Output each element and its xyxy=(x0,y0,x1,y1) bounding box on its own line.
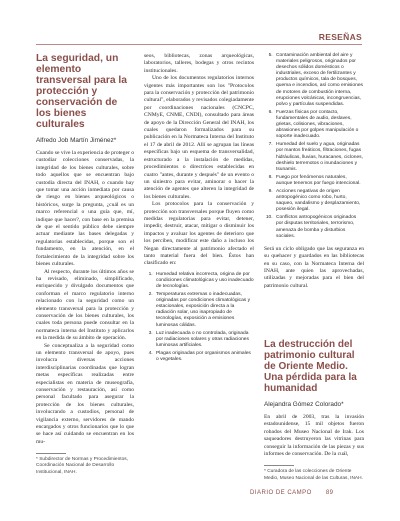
page-number: 89 xyxy=(325,490,334,496)
list-item: 10. Conflictos antropogénicos originados por disputas territoriales, terrorismo, amenaza de bomba y disturbios sociales. xyxy=(274,215,364,239)
column-3 xyxy=(264,53,364,290)
second-article xyxy=(264,339,364,482)
body-paragraph: Cuando se vive la experiencia de proteger o custodiar colecciones conservadas, la integridad de los bienes culturales, sobre todo aquellos que se encuentran bajo custodia directa del INAH, o cuando hay que tomar una acción inmediata por causa de riesgo en bienes arqueológicos o históricos, surge la pregunta, ¿cuál es un marco referencial o una guía que, mí, indique que hacer?, con base en la premisa de que el sentido público debe siempre actuar mediante las bases delegadas y regulatorias establecidas, porque son el fundamento, en la atención, en el fortalecimiento de la integridad sobre los bienes culturales. xyxy=(36,150,135,268)
body-paragraph: Uno de los documentos regulatorios internos vigentes más importantes son los "Protocolos para la conservación y protección del patrimonio cultural", elaborados y revisados colegiadamente por coordinaciones nacionales (CNCPC, CNMyE, CNME, CNDI), consultado para áreas de apoyo de la Dirección General del INAH, los cuales quedaron formalizados para su publicación en la Normateca Interna del Instituto el 17 de abril de 2012. Allí se agrupan las líneas específicas bajo un esquema de transversalidad, estructurado a la instalación de medidas, procedimientos o directrices establecidas en cuatro "antes, durante y después" de un evento o un siniestro para evitar, aminorar o hacer la atención de agentes que alteren la integridad de los bienes culturales. xyxy=(144,75,254,200)
body-paragraph: Se conceptualiza a la seguridad como un elemento transversal de apoyo, pues involucra diversas acciones interdisciplinarias coordinadas que logran metas específicas realizadas entre especialistas en materia de museografía, conservación y restauración, así como personal facultado para asegurar la protección de los bienes culturales, involucrando a custodios, personal de vigilancia externo, servidores de mando encargados y otros funcionarios que lo que se hace así cuidando se encuentran en los mu- xyxy=(36,342,134,445)
list-item: 6. Fuerzas físicas por contacto, fundamentales de audio, deslaves, grietas, colisiones, vibraciones, abrasiones por golpes manipulación o soporte inadecuado. xyxy=(274,110,364,140)
page-footer xyxy=(250,490,334,496)
magazine-name: DIARIO DE CAMPO xyxy=(250,490,312,496)
article-author: Alfredo Job Martín Jiménez* xyxy=(36,137,117,144)
body-paragraph: Al respecto, durante los últimos años se ha revisado, eliminado, simplificado, enriquecido y divulgado documentos que conforman el marco regulatorio interno relacionado con la seguridad como un elemento transversal para la protección y conservación de los bienes culturales, los cuales toda persona puede consultar en la normateca interna del Instituto y aplicarlos en la medida de su ámbito de operación. xyxy=(36,268,134,342)
list-item: 4. Plagas originadas por organismos animales o vegetales. xyxy=(154,351,254,363)
column-2 xyxy=(144,53,254,365)
body-paragraph: seos, bibliotecas, zonas arqueológicas, laboratorios, talleres, bodegas y otros recintos institucionales. xyxy=(144,53,254,74)
closing-paragraph: Será un ciclo obligado que las seguranza en su quehacer y guardados en las bibliotecas en su caso, con la Normateca Interna del INAH, ante quien las aprovechadas, utilizadas y mejoradas para el bien del patrimonio cultural. xyxy=(264,245,364,289)
footnote-divider xyxy=(264,465,294,466)
list-item: 1. Humedad relativa incorrecta, origina de por condiciones climatológicas y uso inadecuado de tecnologías. xyxy=(154,272,254,290)
list-item: 5. Contaminación ambiental del aire y materiales peligrosos, originados por desechos sólidos domésticos o industriales, exceso de fertilizantes y productos químicos, tala de bosques, quema e incendios, así como emisiones de motores de combustión interna, erupciones volcánicas, incongruencias, polvo y partículas suspendidas. xyxy=(274,53,364,108)
list-item: 2. Temperaturas extremas o inadecuadas, originadas por condiciones climatológicas y estacionales, exposición directa a la radiación solar, uso inapropiado de tecnologías, exposición a emisiones luminosas cálidas. xyxy=(154,292,254,329)
list-item: 3. Luz inadecuada o no controlada, originada por radiaciones solares y otras radiaciones luminosas artificiales. xyxy=(154,331,254,349)
article-title: La destrucción del patrimonio cultural de Oriente Medio. Una pérdida para la humanidad xyxy=(264,339,357,394)
article-author: Alejandra Gómez Colorado* xyxy=(264,401,344,408)
list-item: 8. Fuego por fenómenos naturales, aunque tenemos por fuego intencional. xyxy=(274,175,364,187)
article-title: La seguridad, un elemento transversal para la protección y conservación de los bienes culturales xyxy=(36,53,128,130)
column-1 xyxy=(36,53,134,476)
footnote: * Subdirector de Normas y Procedimientos, Coordinación Nacional de Desarrollo Institucional, INAH. xyxy=(36,457,128,475)
list-item: 9. Acciones negativas de origen antropogénico como robo, hurto, saqueo, vandalismo y desplazamiento, posesión ilegal. xyxy=(274,189,364,213)
footnote-divider xyxy=(36,453,66,454)
header-divider xyxy=(36,44,362,45)
section-header: RESEÑAS xyxy=(318,32,362,42)
list-item: 7. Humedad del suelo y agua, originadas por mantos freáticos, filtraciones, fugas hidráulicas, lluvias, huracanes, ciclones, deshielo terremotos o inundaciones y tsunamis. xyxy=(274,142,364,172)
deterioration-list xyxy=(144,272,254,363)
body-paragraph: Los protocolos para la conservación y protección son transversales porque fluyen como medidas regulatorias para evitar, detener, impedir, destruir, atacar, mitigar o disminuir los impactos y avaluar los agentes de deterioro que los perciben, modificar este daño a incluso los Negan directamente al patrimonio afectado el tanto material fuera del bien. Éstos han clasificado en: xyxy=(144,201,254,267)
body-paragraph: En abril de 2003, tras la invasión estadounidense, 15 mil objetos fueron robados del Museo Nacional de Irak. Los saqueadores destruyeron las vitrinas para conseguir la información de las piezas y sus informes de conservación. De la cuál, xyxy=(264,414,364,458)
footnote: * Curadora de las colecciones de Oriente Medio, Museo Nacional de las Culturas, INAH. xyxy=(264,469,363,481)
deterioration-list-continued xyxy=(264,53,364,240)
